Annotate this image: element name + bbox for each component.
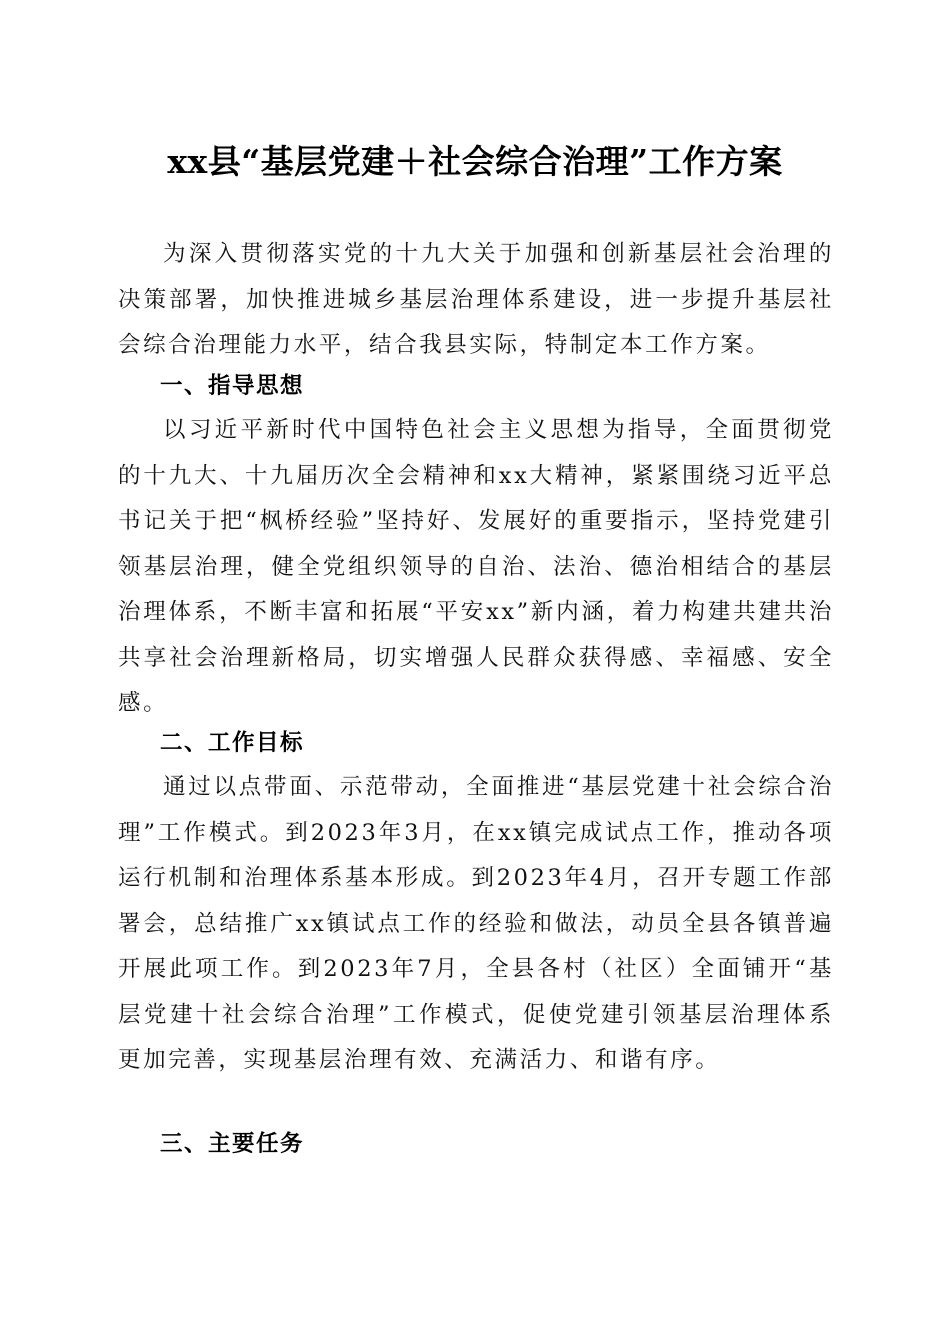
section-heading-work-goals: 二、工作目标 (160, 730, 305, 756)
document-title: xx县“基层党建＋社会综合治理”工作方案 (167, 142, 783, 181)
intro-paragraph: 为深入贯彻落实党的十九大关于加强和创新基层社会治理的决策部署，加快推进城乡基层治理体系建设，进一步提升基层社会综合治理能力水平，结合我县实际，特制定本工作方案。 (118, 241, 834, 358)
section-body-guiding-ideology: 以习近平新时代中国特色社会主义思想为指导，全面贯彻党的十九大、十九届历次全会精神和xx大精神，紧紧围绕习近平总书记关于把“枫桥经验”坚持好、发展好的重要指示，坚持党建引领基层治理，健全党组织领导的自治、法治、德治相结合的基层治理体系，不断丰富和拓展“平安xx”新内涵，着力构建共建共治共享社会治理新格局，切实增强人民群众获得感、幸福感、安全感。 (118, 417, 834, 716)
section-heading-guiding-ideology: 一、指导思想 (160, 373, 305, 399)
section-heading-main-tasks: 三、主要任务 (160, 1131, 305, 1157)
section-body-work-goals: 通过以点带面、示范带动，全面推进“基层党建十社会综合治理”工作模式。到2023年3月，在xx镇完成试点工作，推动各项运行机制和治理体系基本形成。到2023年4月，召开专题工作部署会，总结推广xx镇试点工作的经验和做法，动员全县各镇普遍开展此项工作。到2023年7月，全县各村（社区）全面铺开“基层党建十社会综合治理”工作模式，促使党建引领基层治理体系更加完善，实现基层治理有效、充满活力、和谐有序。 (118, 774, 834, 1073)
